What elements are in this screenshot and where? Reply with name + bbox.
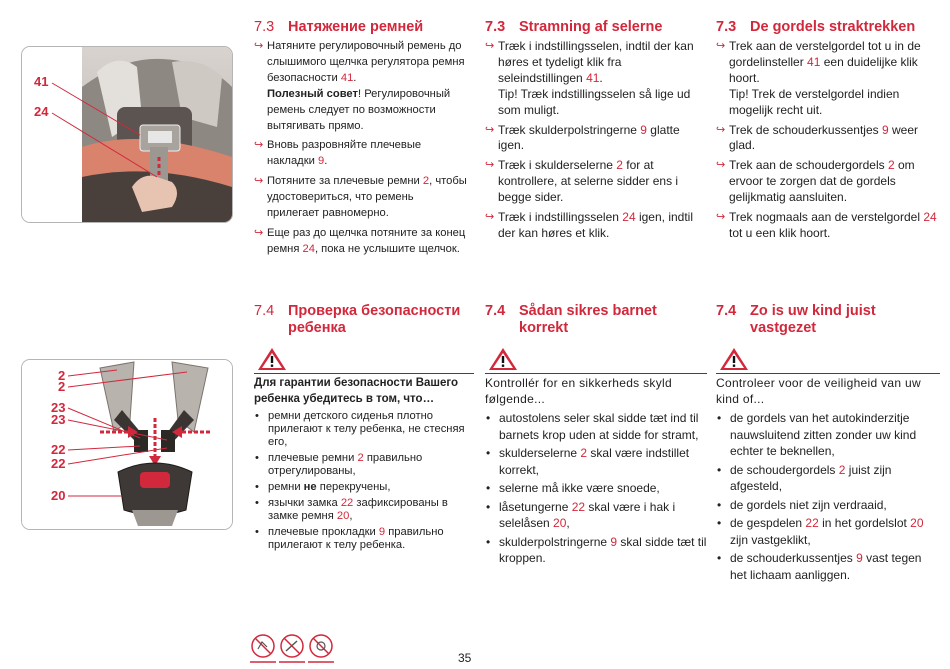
no-airbag-icon [250,634,276,664]
section-7-3-ru [254,19,468,262]
callout-23b: 23 [51,412,66,427]
arrow-hook-icon: ↪ [485,123,495,136]
page-number: 35 [458,651,472,665]
list-item: • de schouderkussentjes 9 vast tegen het lichaam aanliggen. [716,550,940,583]
warning-bar [716,345,940,374]
list-item: • de gordels van het autokinderzitje nauwsluitend zitten zonder uw kind echter te beknellen, [716,410,940,460]
checklist-intro: Controleer voor de veiligheid van uw kind of... [716,376,921,406]
section-title: 7.3 Натяжение ремней [254,19,424,35]
section-title: 7.3 De gordels straktrekken [716,19,916,35]
figure-harness-check [21,359,233,530]
list-item: • плечевые ремни 2 правильно отрегулированы, [254,452,474,478]
list-item: • låsetungerne 22 skal være i hak i selelåsen 20, [485,499,707,532]
warning-bar [254,345,474,374]
list-item: ↪ Trek de schouderkussentjes 9 weer glad. [716,122,918,153]
figure-belt-tensioning [21,46,233,223]
list-item: ↪ Натяните регулировочный ремень до слышимого щелчка регулятора ремня безопасности 41. Полезный совет! Регулировочный ремень следует по возможности вытягивать прямо. [254,39,468,134]
arrow-hook-icon: ↪ [254,40,264,52]
callout-22a: 22 [51,442,66,457]
steps-list [254,39,468,258]
arrow-hook-icon: ↪ [254,175,264,188]
list-item: ↪ Trek nogmaals aan de verstelgordel 24 tot u een klik hoort. [716,210,937,240]
callout-23a: 23 [51,400,66,415]
arrow-hook-icon: ↪ [254,139,264,152]
footer-icons [250,634,334,664]
warning-triangle-icon [488,347,518,371]
arrow-hook-icon: ↪ [485,211,495,224]
arrow-hook-icon: ↪ [716,211,726,224]
list-item: ↪ Trek aan de schoudergordels 2 om ervoor te zorgen dat de gordels gelijkmatig aansluiten. [716,158,915,205]
no-tool-icon [279,634,305,664]
list-item: • de gespdelen 22 in het gordelslot 20 zijn vastgeklikt, [716,515,940,548]
list-item: ↪ Træk i indstillingsselen, indtil der kan høres et tydeligt klik fra seleindstillingen 41. Tip! Træk indstillingsselen så lige ud som muligt. [485,39,707,119]
list-item: ↪ Træk i indstillingsselen 24 igen, indtil der kan høres et klik. [485,210,693,240]
section-title: 7.3 Stramning af selerne [485,19,663,35]
section-title: 7.4 Zo is uw kind juist vastgezet [716,303,876,336]
warning-triangle-icon [257,347,287,371]
callout-leader-lines [22,47,232,222]
tip-note: Tip! Trek de verstelgordel indien mogelijk recht uit. [729,86,900,117]
callout-2b: 2 [58,379,66,394]
list-item: • skulderpolstringerne 9 skal sidde tæt til kroppen. [485,534,707,567]
checklist [254,410,474,552]
section-7-4-nl [716,303,940,585]
list-item: ↪ Træk skulderpolstringerne 9 glatte igen. [485,122,680,153]
tip-note: Tip! Træk indstillingsselen så lige ud som muligt. [498,86,691,117]
callout-20: 20 [51,488,66,503]
section-title: 7.4 Проверка безопасности ребенка [254,303,461,336]
steps-list [485,39,707,242]
list-item: ↪ Træk i skulderselerne 2 for at kontrollere, at selerne sidder ens i begge sider. [485,158,679,205]
section-title: 7.4 Sådan sikres barnet korrekt [485,303,657,336]
list-item: ↪ Потяните за плечевые ремни 2, чтобы удостовериться, что ремень прилегает равномерно. [254,175,467,220]
list-item: • de schoudergordels 2 juist zijn afgesteld, [716,462,940,495]
section-7-4-ru [254,303,474,555]
callout-24: 24 [34,104,49,119]
section-7-4-da [485,303,707,569]
callout-22b: 22 [51,456,66,471]
callout-41: 41 [34,74,49,89]
list-item: • плечевые прокладки 9 правильно прилегают к телу ребенка. [254,526,474,552]
list-item: ↪ Еще раз до щелчка потяните за конец ремня 24, пока не услышите щелчок. [254,226,466,255]
arrow-hook-icon: ↪ [716,123,726,136]
checklist-intro: Kontrollér for en sikkerheds skyld følgende... [485,376,672,406]
checklist-intro: Для гарантии безопасности Вашего ребенка убедитесь в том, что… [254,377,459,405]
list-item: • skulderselerne 2 skal være indstillet korrekt, [485,445,707,478]
arrow-hook-icon: ↪ [485,159,495,172]
list-item: ↪ Вновь разровняйте плечевые накладки 9. [254,139,422,168]
warning-triangle-icon [719,347,749,371]
harness-leader-lines [22,360,232,529]
checklist [485,410,707,567]
list-item: • ремни не перекручены, [254,481,474,494]
checklist [716,410,940,583]
arrow-hook-icon: ↪ [716,40,726,52]
section-7-3-nl [716,19,940,246]
list-item: • ремни детского сиденья плотно прилегают к телу ребенка, не стесняя его, [254,410,474,450]
no-sunlight-icon [308,634,334,664]
arrow-hook-icon: ↪ [716,159,726,172]
callout-2a: 2 [58,368,66,383]
list-item: ↪ Trek aan de verstelgordel tot u in de gordelinsteller 41 een duidelijke klik hoort. Tip! Trek de verstelgordel indien mogelijk recht uit. [716,39,940,119]
tip-note: Полезный совет! Регулировочный ремень следует по возможности вытягивать прямо. [267,87,451,132]
arrow-hook-icon: ↪ [485,40,495,52]
arrow-hook-icon: ↪ [254,226,264,239]
list-item: • autostolens seler skal sidde tæt ind til barnets krop uden at sidde for stramt, [485,410,707,443]
warning-bar [485,345,707,374]
list-item: • selerne må ikke være snoede, [485,480,707,497]
section-7-3-da [485,19,707,246]
steps-list [716,39,940,242]
list-item: • язычки замка 22 зафиксированы в замке ремня 20, [254,497,474,523]
list-item: • de gordels niet zijn verdraaid, [716,497,940,514]
